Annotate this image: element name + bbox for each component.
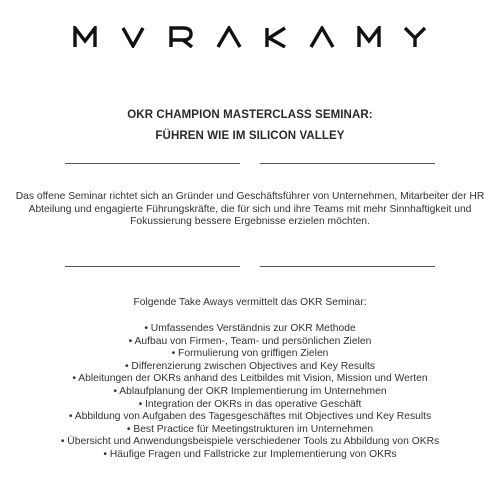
divider-bottom-right [260,266,435,267]
takeaways-lead: Folgende Take Aways vermittelt das OKR Seminar: [133,297,367,308]
list-item: • Ablaufplanung der OKR Implementierung im Unternehmen [113,385,387,397]
list-item: • Ableitungen der OKRs anhand des Leitbildes mit Vision, Mission und Werten [72,373,428,385]
divider-top-right [260,163,435,164]
divider-bottom-left [65,266,240,267]
list-item: • Formulierung von griffigen Zielen [171,348,329,360]
intro-paragraph: Das offene Seminar richtet sich an Gründer und Geschäftsführer von Unternehmen, Mitarbeiter der HR Abteilung und engagierte Führungskräfte, die für sich und ihre Teams mit mehr Sinnhaftigkeit und Fokussierung bessere Ergebnisse erzielen möchten. [15,191,485,228]
list-item: • Aufbau von Firmen-, Team- und persönlichen Zielen [128,335,372,347]
list-item: • Häufige Fragen und Fallstricke zur Implementierung von OKRs [103,448,397,460]
list-item: • Best Practice für Meetingstrukturen im Unternehmen [126,423,374,435]
seminar-title: OKR CHAMPION MASTERCLASS SEMINAR: [127,109,373,121]
seminar-subtitle: FÜHREN WIE IM SILICON VALLEY [155,130,345,142]
divider-top-left [65,163,240,164]
list-item: • Umfassendes Verständnis zur OKR Methode [144,323,356,334]
mvrakamy-wordmark [73,26,427,48]
list-item: • Integration der OKRs in das operative Geschäft [138,398,362,410]
takeaways-list [50,323,450,462]
list-item: • Abbildung von Aufgaben des Tagesgeschäftes mit Objectives und Key Results [68,411,432,423]
brand-logo [0,26,500,53]
list-item: • Differenzierung zwischen Objectives and Key Results [124,360,376,372]
list-item: • Übersicht und Anwendungsbeispiele verschiedener Tools zu Abbildung von OKRs [60,436,440,448]
